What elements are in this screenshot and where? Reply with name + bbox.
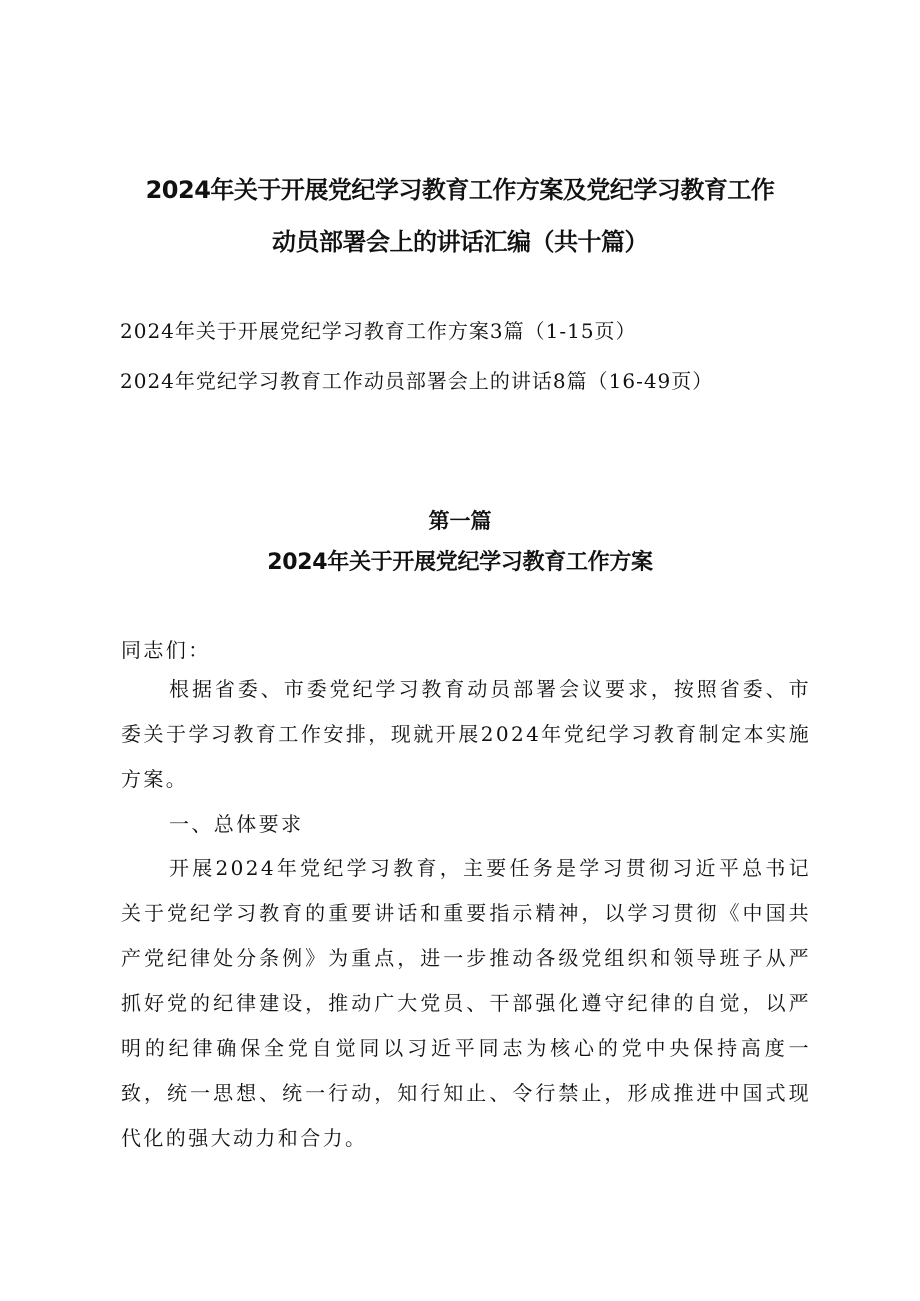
- document-title-line-1: 2024年关于开展党纪学习教育工作方案及党纪学习教育工作: [145, 176, 775, 204]
- paragraph-2: 开展2024年党纪学习教育，主要任务是学习贯彻习近平总书记关于党纪学习教育的重要讲话和重要指示精神，以学习贯彻《中国共产党纪律处分条例》为重点，进一步推动各级党组织和领导班子从严抓好党的纪律建设，推动广大党员、干部强化遵守纪律的自觉，以严明的纪律确保全党自觉同以习近平同志为核心的党中央保持高度一致，统一思想、统一行动，知行知止、令行禁止，形成推进中国式现代化的强大动力和合力。: [121, 856, 811, 1150]
- toc-item-2: 2024年党纪学习教育工作动员部署会上的讲话8篇（16-49页）: [120, 369, 714, 393]
- heading-general-requirements: 一、总体要求: [169, 812, 304, 836]
- section-title: 2024年关于开展党纪学习教育工作方案: [267, 550, 653, 575]
- paragraph-1: 根据省委、市委党纪学习教育动员部署会议要求，按照省委、市委关于学习教育工作安排，现就开展2024年党纪学习教育制定本实施方案。: [121, 677, 811, 791]
- section-label: 第一篇: [428, 509, 492, 533]
- document-title-line-2: 动员部署会上的讲话汇编（共十篇）: [272, 228, 648, 256]
- greeting: 同志们：: [121, 638, 211, 662]
- toc-item-1: 2024年关于开展党纪学习教育工作方案3篇（1-15页）: [120, 319, 637, 343]
